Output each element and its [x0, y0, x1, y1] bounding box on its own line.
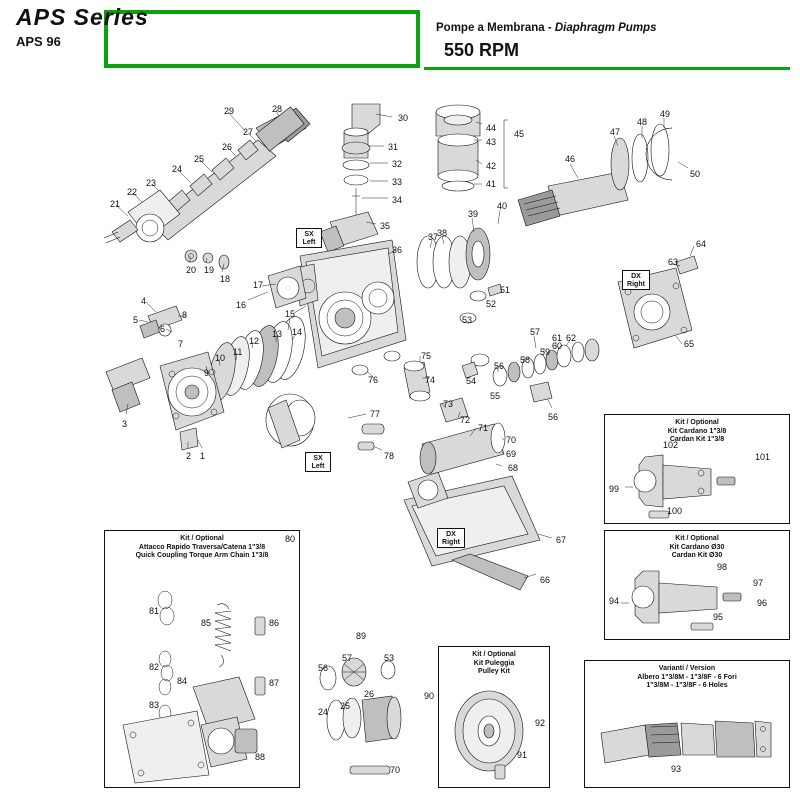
panel-title-line-1: Kit / Optional	[675, 419, 719, 426]
callout-61: 61	[552, 333, 563, 343]
callout-94: 94	[609, 596, 620, 606]
callout-12: 12	[249, 336, 260, 346]
callout-48: 48	[637, 117, 648, 127]
panel-title-line-3: Pulley Kit	[478, 668, 510, 675]
callout-25b: 25	[340, 701, 351, 711]
callout-29: 29	[224, 106, 235, 116]
callout-3: 3	[122, 419, 128, 429]
callout-17: 17	[253, 280, 264, 290]
model-label: APS 96	[16, 34, 61, 49]
callout-82: 82	[149, 662, 160, 672]
panel-title-line-3: Quick Coupling Torque Arm Chain 1"3/8	[135, 552, 269, 559]
callout-33: 33	[392, 177, 403, 187]
callout-18: 18	[220, 274, 231, 284]
panel-drawing-varianti	[585, 697, 791, 787]
panel-varianti-version	[584, 660, 790, 788]
callout-51: 51	[500, 285, 511, 295]
callout-69: 69	[506, 449, 517, 459]
callout-11: 11	[233, 347, 243, 357]
callout-36: 36	[392, 245, 403, 255]
callout-65: 65	[684, 339, 695, 349]
callout-25: 25	[194, 154, 205, 164]
callout-92: 92	[535, 718, 546, 728]
callout-98: 98	[717, 562, 728, 572]
group-lower-assembly	[352, 351, 552, 590]
panel-title-line-1: Varianti / Version	[658, 665, 716, 672]
callout-45: 45	[514, 129, 525, 139]
header-subtitle-plain: Pompe a Membrana -	[436, 22, 555, 34]
header-subtitle-italic: Diaphragm Pumps	[554, 22, 657, 34]
callout-28: 28	[272, 104, 283, 114]
callout-80: 80	[285, 534, 296, 544]
panel-title-line-1: Kit / Optional	[675, 535, 719, 542]
panel-title-line-2: Attacco Rapido Traversa/Catena 1"3/8	[138, 543, 266, 551]
callout-21: 21	[110, 199, 121, 209]
tag-sx-left-1	[296, 228, 322, 248]
callout-87: 87	[269, 678, 280, 688]
callout-62: 62	[566, 333, 577, 343]
callout-54: 54	[466, 376, 477, 386]
callout-35: 35	[380, 221, 391, 231]
callout-47: 47	[610, 127, 621, 137]
callout-67: 67	[556, 535, 567, 545]
callout-70: 70	[506, 435, 517, 445]
callout-88: 88	[255, 752, 266, 762]
panel-title-line-2: Kit Puleggia	[473, 659, 515, 667]
callout-78: 78	[384, 451, 395, 461]
callout-68: 68	[508, 463, 519, 473]
callout-81: 81	[149, 606, 160, 616]
callout-44: 44	[486, 123, 497, 133]
callout-5: 5	[133, 315, 139, 325]
callout-70b: 70	[390, 765, 401, 775]
callout-56: 56	[548, 412, 559, 422]
callout-34: 34	[392, 195, 403, 205]
callout-59: 59	[540, 347, 551, 357]
callout-100: 100	[667, 506, 683, 516]
callout-52: 52	[486, 299, 497, 309]
callout-42: 42	[486, 161, 497, 171]
panel-title-line-3: Cardan Kit Ø30	[671, 552, 723, 559]
callout-74: 74	[425, 375, 436, 385]
callout-26b: 26	[364, 689, 375, 699]
rpm-label: 550 RPM	[444, 40, 520, 60]
callout-99: 99	[609, 484, 620, 494]
callout-6: 6	[160, 324, 166, 334]
tag-line-1: SX	[304, 231, 314, 238]
callout-46: 46	[565, 154, 576, 164]
tag-dx-right-2	[437, 528, 465, 548]
callout-23: 23	[146, 178, 157, 188]
callout-93: 93	[671, 764, 682, 774]
callout-53b: 53	[384, 653, 395, 663]
callout-22: 22	[127, 187, 138, 197]
callout-1: 1	[200, 451, 206, 461]
callout-66: 66	[540, 575, 551, 585]
callout-4: 4	[141, 296, 147, 306]
panel-kit-cardan-138	[604, 414, 790, 524]
panel-title-line-2: Kit Cardano Ø30	[669, 543, 725, 551]
panel-kit-cardan-30	[604, 530, 790, 640]
group-valve-stack	[436, 105, 508, 191]
tag-line-2: Right	[627, 281, 645, 288]
page-title: APS Series	[16, 4, 149, 30]
callout-102: 102	[663, 440, 679, 450]
panel-title-line-1: Kit / Optional	[472, 651, 516, 658]
callout-97: 97	[753, 578, 764, 588]
tag-line-1: SX	[313, 455, 323, 462]
callout-38: 38	[437, 228, 448, 238]
callout-73: 73	[443, 399, 454, 409]
panel-title-line-2: Albero 1"3/8M - 1"3/8F - 6 Fori	[637, 673, 737, 681]
callout-56b: 56	[318, 663, 329, 673]
panel-kit-quick-coupling	[104, 530, 300, 788]
callout-71: 71	[478, 423, 489, 433]
callout-56: 56	[494, 361, 505, 371]
callout-19: 19	[204, 265, 215, 275]
callout-90: 90	[424, 691, 435, 701]
callout-32: 32	[392, 159, 403, 169]
callout-84: 84	[177, 676, 188, 686]
callout-43: 43	[486, 137, 497, 147]
callout-57b: 57	[342, 653, 353, 663]
callout-63: 63	[668, 257, 679, 267]
callout-2: 2	[186, 451, 192, 461]
callout-26: 26	[222, 142, 233, 152]
tag-dx-right-1	[622, 270, 650, 290]
callout-7: 7	[178, 339, 184, 349]
callout-20: 20	[186, 265, 197, 275]
callout-53: 53	[462, 315, 473, 325]
callout-50: 50	[690, 169, 701, 179]
callout-15: 15	[285, 309, 296, 319]
callout-95: 95	[713, 612, 724, 622]
callout-40: 40	[497, 201, 508, 211]
callout-39: 39	[468, 209, 479, 219]
callout-89: 89	[356, 631, 367, 641]
callout-30: 30	[398, 113, 409, 123]
panel-title-line-2: Kit Cardano 1"3/8	[667, 427, 727, 435]
callout-8: 8	[182, 310, 188, 320]
callout-55: 55	[490, 391, 501, 401]
callout-10: 10	[215, 353, 226, 363]
tag-line-2: Left	[302, 239, 316, 246]
callout-101: 101	[755, 452, 771, 462]
callout-49: 49	[660, 109, 671, 119]
callout-13: 13	[272, 329, 283, 339]
callout-14: 14	[292, 327, 303, 337]
callout-57: 57	[530, 327, 541, 337]
callout-86: 86	[269, 618, 280, 628]
callout-83: 83	[149, 700, 160, 710]
callout-85: 85	[201, 618, 212, 628]
panel-title-line-1: Kit / Optional	[180, 535, 224, 542]
tag-line-1: DX	[446, 531, 456, 538]
callout-76: 76	[368, 375, 379, 385]
callout-58: 58	[520, 355, 531, 365]
callout-16: 16	[236, 300, 247, 310]
tag-line-2: Left	[311, 463, 325, 470]
group-hardware-cluster	[460, 284, 599, 408]
callout-75: 75	[421, 351, 432, 361]
panel-title-line-3: 1"3/8M - 1"3/8F - 6 Holes	[646, 682, 728, 689]
callout-31: 31	[388, 142, 399, 152]
tag-line-2: Right	[442, 539, 460, 546]
callout-91: 91	[517, 750, 528, 760]
tag-sx-left-2	[305, 452, 331, 472]
panel-title-line-3: Cardan Kit 1"3/8	[669, 436, 725, 443]
callout-64: 64	[696, 239, 707, 249]
panel-drawing-pulley	[439, 683, 551, 785]
group-right-cover	[618, 246, 698, 348]
callout-60: 60	[552, 341, 563, 351]
callout-37: 37	[428, 232, 439, 242]
callout-9: 9	[204, 368, 210, 378]
callout-77: 77	[370, 409, 381, 419]
callout-24b: 24	[318, 707, 329, 717]
callout-96: 96	[757, 598, 768, 608]
panel-kit-pulley	[438, 646, 550, 788]
callout-24: 24	[172, 164, 183, 174]
callout-72: 72	[460, 415, 471, 425]
callout-41: 41	[486, 179, 497, 189]
tag-line-1: DX	[631, 273, 641, 280]
callout-27: 27	[243, 127, 254, 137]
group-89-cluster	[308, 631, 435, 788]
